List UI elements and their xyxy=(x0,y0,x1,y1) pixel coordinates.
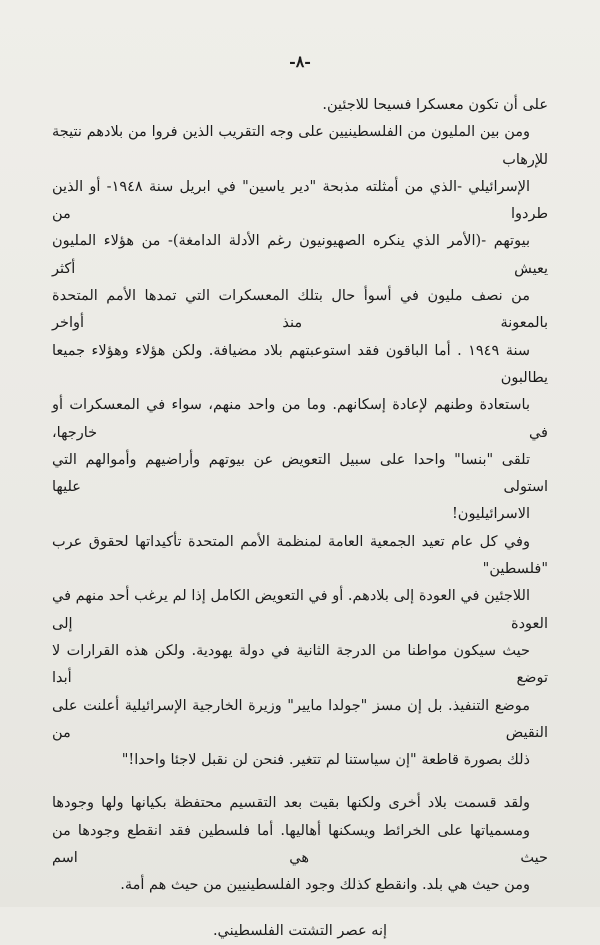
text-line: ولقد قسمت بلاد أخرى ولكنها بقيت بعد التقسيم محتفظة بكيانها ولها وجودها xyxy=(52,795,530,812)
text-line: ومسمياتها على الخرائط ويسكنها أهاليها. أما فلسطين فقد انقطع وجودها من حيث هي اسم xyxy=(52,822,548,867)
text-line: الإسرائيلي -الذي من أمثلته مذبحة "دير ياسين" في ابريل سنة ١٩٤٨- أو الذين طردوا من xyxy=(52,178,548,223)
text-line: الاسرائيليون! xyxy=(451,506,530,523)
text-line: ذلك بصورة قاطعة "إن سياستنا لم تتغير. فنحن لن نقبل لاجئا واحدا!" xyxy=(121,752,530,769)
text-line: ومن حيث هي بلد. وانقطع كذلك وجود الفلسطينيين من حيث هم أمة. xyxy=(120,877,530,894)
page-number: -٨- xyxy=(289,52,311,71)
text-line: بيوتهم -(الأمر الذي ينكره الصهيونيون رغم الأدلة الدامغة)- من هؤلاء المليون يعيش أكثر xyxy=(52,233,548,277)
closing-line: إنه عصر التشتت الفلسطيني. xyxy=(212,922,388,939)
text-line: من نصف مليون في أسوأ حال بتلك المعسكرات التي تمدها الأمم المتحدة بالمعونة منذ أواخر xyxy=(52,288,548,332)
text-line: على أن تكون معسكرا فسيحا للاجئين. xyxy=(322,97,548,113)
paragraph-1 xyxy=(52,92,548,119)
text-line: تلقى "بنسا" واحدا على سبيل التعويض عن بيوتهم وأراضيهم وأموالهم التي استولى عليها xyxy=(52,451,548,496)
text-line: سنة ١٩٤٩ . أما الباقون فقد استوعبتهم بلاد مضيافة. ولكن هؤلاء وهؤلاء جميعا يطالبون xyxy=(52,342,548,386)
paragraph-gap xyxy=(52,774,548,790)
paragraph-4 xyxy=(52,790,548,899)
text-line: موضع التنفيذ. بل إن مسز "جولدا مايير" وزيرة الخارجية الإسرائيلية أعلنت على النقيض من xyxy=(52,697,548,741)
text-line: باستعادة وطنهم لإعادة إسكانهم. وما من واحد منهم، سواء في المعسكرات أو في خارجها، xyxy=(52,397,548,441)
paragraph-3 xyxy=(52,529,548,775)
body-text xyxy=(52,92,548,945)
paragraph-2 xyxy=(52,119,548,528)
text-line: حيث سيكون مواطنا من الدرجة الثانية في دولة يهودية. ولكن هذه القرارات لا توضع أبدا xyxy=(52,642,548,687)
text-line: وفي كل عام تعيد الجمعية العامة لمنظمة الأمم المتحدة تأكيداتها لحقوق عرب "فلسطين" xyxy=(52,533,548,578)
text-line: اللاجئين في العودة إلى بلادهم. أو في التعويض الكامل إذا لم يرغب أحد منهم في العودة إلى xyxy=(52,588,548,632)
text-line: ومن بين المليون من الفلسطينيين على وجه التقريب الذين فروا من بلادهم نتيجة للإرهاب xyxy=(52,124,548,168)
